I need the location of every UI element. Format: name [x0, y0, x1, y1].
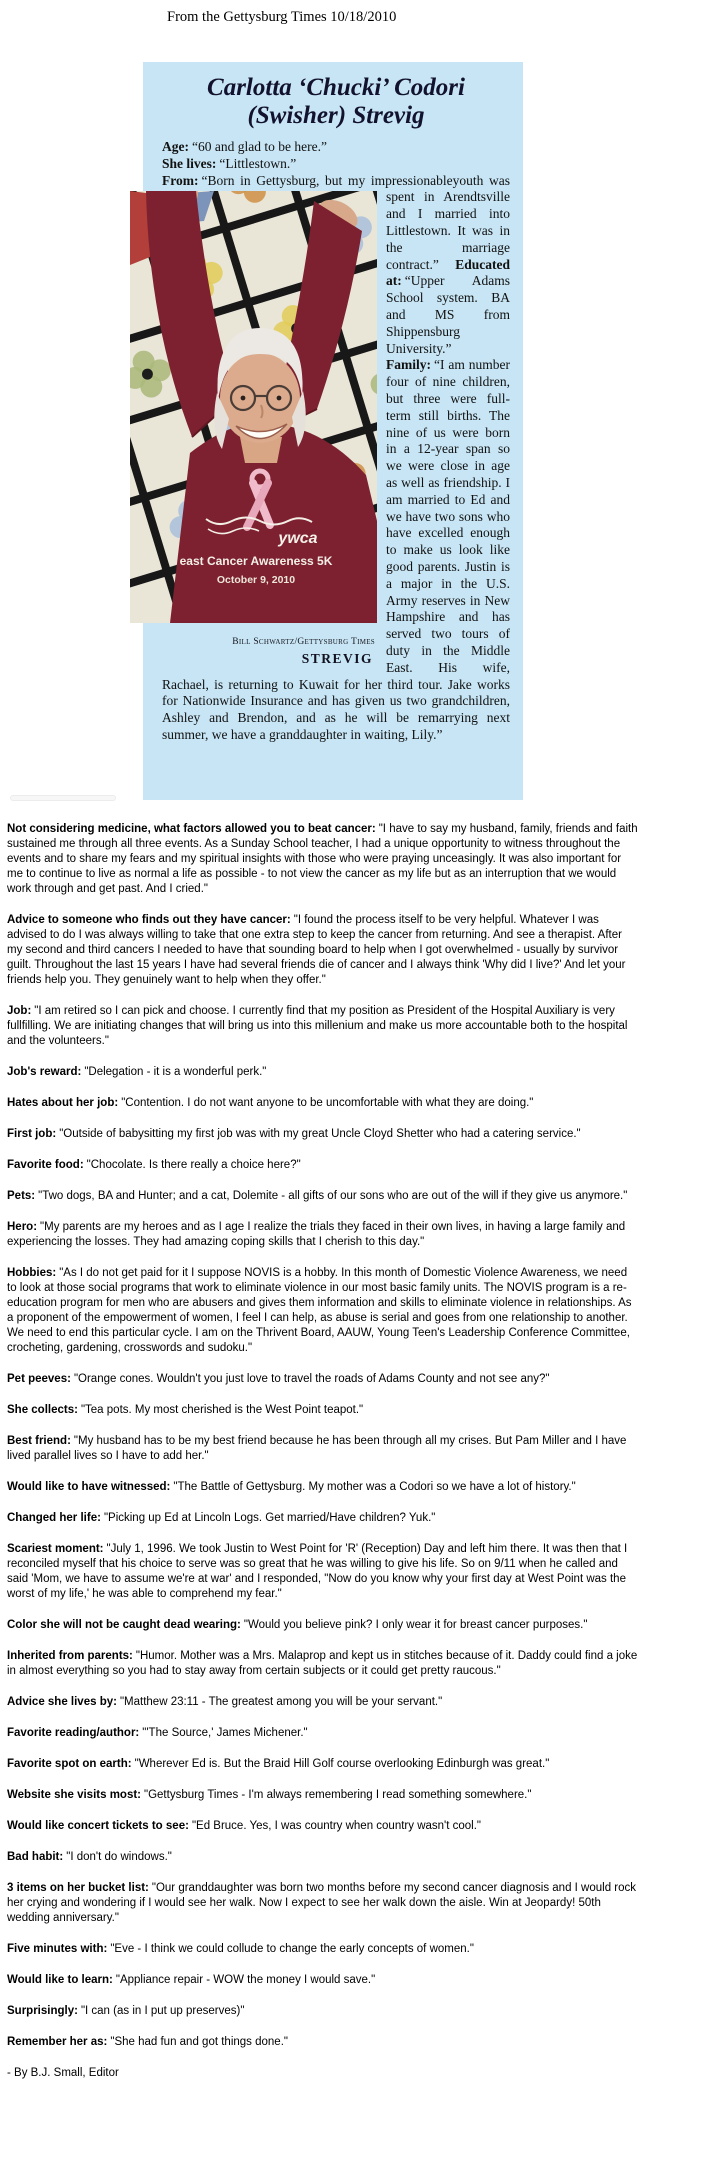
qa-label: 3 items on her bucket list:: [7, 1882, 149, 1894]
qa-item: [7, 1511, 639, 1526]
qa-label: Color she will not be caught dead wearing:: [7, 1619, 241, 1631]
qa-label: Hobbies:: [7, 1267, 57, 1279]
photo-credit: Bill Schwartz/Gettysburg Times: [232, 637, 375, 648]
qa-item: [7, 1942, 639, 1957]
qa-item: [7, 1220, 639, 1250]
qa-label: Changed her life:: [7, 1512, 101, 1524]
qa-item: [7, 1372, 639, 1387]
qa-text: "Would you believe pink? I only wear it for breast cancer purposes.": [243, 1619, 588, 1631]
qa-text: "Appliance repair - WOW the money I would save.": [115, 1974, 376, 1986]
qa-text: "Outside of babysitting my first job was with my great Uncle Cloyd Shetter who had a catering service.": [59, 1128, 581, 1140]
info-lives: [162, 156, 510, 173]
family-label: Family:: [386, 357, 431, 373]
info-age-text: “60 and glad to be here.”: [192, 139, 327, 154]
from-first: “Born in Gettysburg, but my impressionable: [201, 172, 453, 188]
qa-label: Advice she lives by:: [7, 1696, 117, 1708]
family-text: “I am number four of nine children, but three were full-term still births. The nine of us were born in a 12-year span so we were close in age as well as friendship. I am married to Ed and we have two sons who have excelled enough to make us look like good parents. Justin is a major in the U.S. Army reserves in New Hampshire and has served two tours of duty in the Middle East. His wife, Rachael, is returning to Kuwait for her third tour. Jake works for Nationwide Insurance and has given us two grandchildren, Ashley and Brendon, and as he will be remarrying next summer, we have a granddaughter in waiting, Lily.”: [162, 357, 510, 742]
qa-item: [7, 1004, 639, 1049]
qa-item: [7, 1757, 639, 1772]
shirt-ywca-text: ywca: [278, 530, 318, 548]
qa-label: Job's reward:: [7, 1066, 82, 1078]
qa-text: "Delegation - it is a wonderful perk.": [84, 1066, 267, 1078]
photo-cutline: STREVIG: [301, 651, 373, 667]
educated-text: “Upper Adams School system. BA and MS from Shippensburg University.”: [386, 273, 510, 356]
qa-section: [7, 806, 639, 2081]
qa-item: [7, 1127, 639, 1142]
qa-label: Website she visits most:: [7, 1789, 141, 1801]
qa-label: Not considering medicine, what factors allowed you to beat cancer:: [7, 823, 376, 835]
qa-text: "My parents are my heroes and as I age I realize the trials they faced in their own lives, in having a large family and experiencing the losses. They had amazing coping skills that I cherish to this day.": [7, 1221, 626, 1248]
qa-label: Pet peeves:: [7, 1373, 71, 1385]
qa-text: "I found the process itself to be very helpful. Whatever I was advised to do I was always willing to take that one extra step to keep the cancer from returning. And see a therapist. After my second and third cancers I needed to have that sounding board to help when I got overwhelmed - usually by survivor guilt. Throughout the last 15 years I have had several friends die of cancer and I always think 'Why did I live?' And let your friends help you. They genuinely want to help when they offer.": [7, 914, 626, 986]
qa-item: [7, 1158, 639, 1173]
qa-item: [7, 1649, 639, 1679]
shirt-event-text: east Cancer Awareness 5K: [179, 554, 333, 569]
qa-text: "Orange cones. Wouldn't you just love to travel the roads of Adams County and not see any?": [73, 1373, 550, 1385]
qa-item: [7, 1434, 639, 1464]
qa-item: [7, 1695, 639, 1710]
qa-text: "Chocolate. Is there really a choice here?": [86, 1159, 301, 1171]
qa-label: Hero:: [7, 1221, 38, 1233]
qa-text: "My husband has to be my best friend because he has been through all my crises. But Pam Miller and I have lived parallel lives so I have to add her.": [7, 1435, 627, 1462]
qa-text: "The Battle of Gettysburg. My mother was a Codori so we have a lot of history.": [173, 1481, 576, 1493]
info-age-label: Age:: [162, 139, 189, 154]
photo: [130, 191, 377, 623]
article-title-line1: Carlotta ‘Chucki’ Codori: [207, 74, 465, 101]
article-body: [162, 173, 510, 744]
qa-text: "Picking up Ed at Lincoln Logs. Get married/Have children? Yuk.": [103, 1512, 436, 1524]
qa-item: [7, 913, 639, 988]
qa-item: [7, 1096, 639, 1111]
qa-text: "'The Source,' James Michener.": [142, 1727, 308, 1739]
qa-label: Favorite spot on earth:: [7, 1758, 132, 1770]
qa-item: [7, 1881, 639, 1926]
qa-text: "I am retired so I can pick and choose. I currently find that my position as President of the Hospital Auxiliary is very fullfilling. We are initiating changes that will bring us into this millenium and make us more accountable both to the hospital and the volunteers.": [7, 1005, 628, 1047]
qa-label: Remember her as:: [7, 2036, 108, 2048]
qa-label: Would like to learn:: [7, 1974, 113, 1986]
qa-item: [7, 1403, 639, 1418]
qa-label: Favorite reading/author:: [7, 1727, 140, 1739]
qa-label: Inherited from parents:: [7, 1650, 133, 1662]
byline: - By B.J. Small, Editor: [7, 2067, 119, 2079]
qa-item: [7, 1819, 639, 1834]
qa-item: [7, 1065, 639, 1080]
qa-text: "Matthew 23:11 - The greatest among you will be your servant.": [119, 1696, 443, 1708]
qa-label: Five minutes with:: [7, 1943, 108, 1955]
info-lives-text: “Littlestown.”: [219, 155, 297, 171]
qa-text: "As I do not get paid for it I suppose NOVIS is a hobby. In this month of Domestic Violence Awareness, we need to look at those social programs that work to eliminate violence in our most basic family units. The NOVIS program is a re-education program for men who are abusers and gives them information and skills to eliminate violence in relationships. As a proponent of the empowerment of women, I feel I can help, as abuse is serial and goes from one relationship to another. We need to end this particular cycle. I am on the Thrivent Board, AAUW, Young Teen's Leadership Conference Committee, crocheting, gardening, crosswords and sudoku.": [7, 1267, 632, 1354]
from-rest: youth was spent in Arendtsville and I married into Littlestown. It was in the marriage contract.”: [386, 172, 510, 272]
info-age: [162, 139, 510, 156]
qa-label: First job:: [7, 1128, 57, 1140]
scan-artifact: [10, 795, 116, 801]
qa-text: "Humor. Mother was a Mrs. Malaprop and kept us in stitches because of it. Daddy could find a joke in almost everything so you had to stay away from certain subjects or it could get pretty raucous.": [7, 1650, 638, 1677]
photo-block: [130, 191, 377, 668]
qa-label: Scariest moment:: [7, 1543, 104, 1555]
qa-text: "Gettysburg Times - I'm always remembering I read something somewhere.": [144, 1789, 532, 1801]
educated-label: Educated at:: [386, 256, 510, 289]
article-title: [162, 62, 510, 130]
article-title-line2: (Swisher) Strevig: [247, 102, 425, 129]
qa-item: [7, 2035, 639, 2050]
qa-label: Best friend:: [7, 1435, 71, 1447]
qa-text: "Wherever Ed is. But the Braid Hill Golf course overlooking Edinburgh was great.": [134, 1758, 550, 1770]
qa-item: [7, 1973, 639, 1988]
qa-item: [7, 1850, 639, 1865]
qa-item: [7, 1726, 639, 1741]
qa-label: Job:: [7, 1005, 32, 1017]
qa-label: Favorite food:: [7, 1159, 84, 1171]
qa-label: Hates about her job:: [7, 1097, 119, 1109]
qa-text: "Ed Bruce. Yes, I was country when country wasn't cool.": [191, 1820, 481, 1832]
qa-label: Surprisingly:: [7, 2005, 78, 2017]
qa-text: "Tea pots. My most cherished is the West Point teapot.": [80, 1404, 364, 1416]
qa-item: [7, 1480, 639, 1495]
qa-text: "I have to say my husband, family, friends and faith sustained me through all three events. As a Sunday School teacher, I had a unique opportunity to witness throughout the events and to share my fears and my spiritual insights with those who were praying unceasingly. It was also important for me to continue to live as normal a life as possible - to not view the cancer as my life but as an interruption that we would work through and get past. And I cried.": [7, 823, 638, 895]
qa-label: Would like to have witnessed:: [7, 1481, 171, 1493]
qa-text: "Two dogs, BA and Hunter; and a cat, Dolemite - all gifts of our sons who are out of the will if they give us anymore.": [38, 1190, 628, 1202]
article-box: [143, 62, 523, 800]
qa-item: [7, 822, 639, 897]
qa-text: "She had fun and got things done.": [110, 2036, 288, 2048]
qa-text: "I can (as in I put up preserves)": [80, 2005, 245, 2017]
qa-label: She collects:: [7, 1404, 78, 1416]
qa-label: Pets:: [7, 1190, 36, 1202]
qa-item: [7, 1542, 639, 1602]
qa-item: [7, 1618, 639, 1633]
qa-item: [7, 2004, 639, 2019]
qa-text: "Eve - I think we could collude to change the early concepts of women.": [110, 1943, 474, 1955]
shirt-date-text: October 9, 2010: [216, 574, 296, 587]
qa-text: "I don't do windows.": [66, 1851, 172, 1863]
qa-label: Would like concert tickets to see:: [7, 1820, 189, 1832]
qa-text: "Our granddaughter was born two months before my second cancer diagnosis and I would rock her crying and wondering if I would see her walk. Now I expect to see her walk down the aisle. Win at Jeopardy! 50th wedding anniversary.": [7, 1882, 637, 1924]
qa-text: "July 1, 1996. We took Justin to West Point for 'R' (Reception) Day and left him there. It was then that I reconciled myself that his choice to serve was so great that he was willing to give his life. So on 9/11 when he called and said 'Mom, we have to assume we're at war' and I responded, "Now do you know why your first day at West Point was the worst of my life,' he was able to comprehend my fear.": [7, 1543, 628, 1600]
qa-label: Advice to someone who finds out they have cancer:: [7, 914, 291, 926]
qa-text: "Contention. I do not want anyone to be uncomfortable with what they are doing.": [121, 1097, 534, 1109]
from-label: From:: [162, 172, 199, 188]
qa-item: [7, 1788, 639, 1803]
qa-label: Bad habit:: [7, 1851, 64, 1863]
qa-item: [7, 1189, 639, 1204]
info-lives-label: She lives:: [162, 155, 217, 171]
qa-item: [7, 1266, 639, 1356]
masthead: From the Gettysburg Times 10/18/2010: [167, 9, 397, 25]
